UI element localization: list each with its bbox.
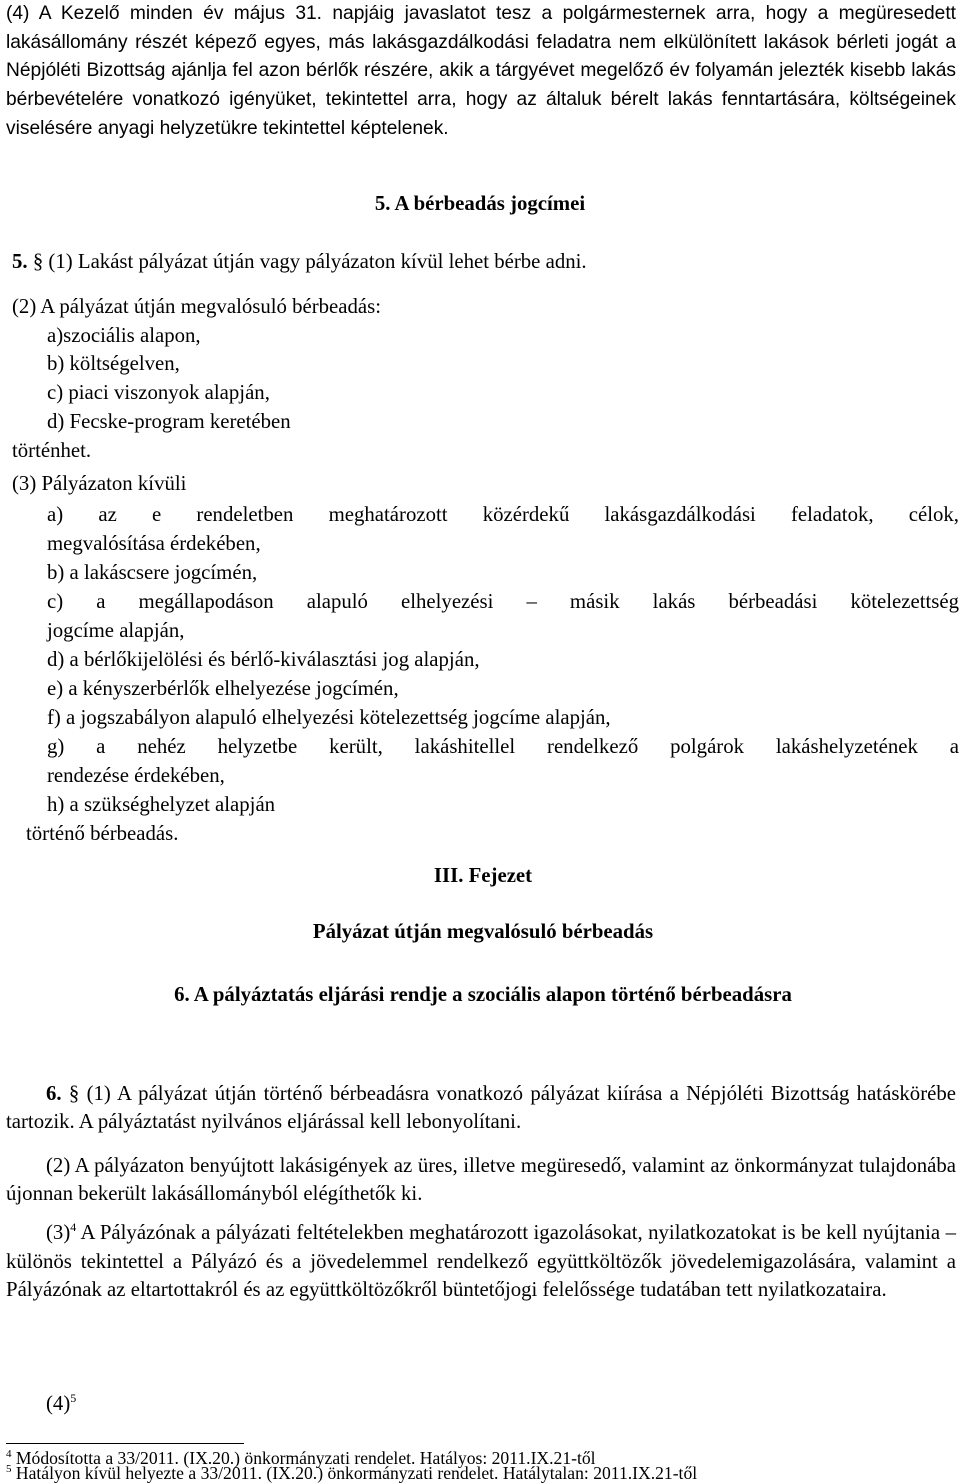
section-5-paragraph-1: [12, 250, 587, 274]
list-item: d) a bérlőkijelölési és bérlő-kiválasztási jog alapján,: [47, 648, 480, 671]
list-item: c) piaci viszonyok alapján,: [47, 381, 270, 404]
list-item: a) az e rendeletben meghatározott közérdekű lakásgazdálkodási feladatok, célok,: [47, 503, 959, 526]
list-item: h) a szükséghelyzet alapján: [47, 793, 276, 816]
section-sign: §: [32, 250, 44, 273]
section-number: 5.: [12, 250, 28, 273]
section-6-paragraph-1: [6, 1080, 956, 1136]
section-sign: §: [68, 1082, 80, 1105]
chapter-number: III. Fejezet: [433, 864, 533, 887]
footnote-text: Hatályon kívül helyezte a 33/2011. (IX.20.) önkormányzati rendelet. Hatálytalan: 2011.IX.21-től: [11, 1463, 698, 1483]
list-item: e) a kényszerbérlők elhelyezése jogcímén,: [47, 677, 399, 700]
section-5-paragraph-3-end: történő bérbeadás.: [26, 822, 179, 845]
paragraph-text: A Pályázónak a pályázati feltételekben meghatározott igazolásokat, nyilatkozatokat is be kell nyújtania – különös tekintettel a Pályázó és a jövedelemmel rendelkező együttköltözők jövedelemigazolására, valamint a Pályázónak az eltartottakról és az együttköltözőkről büntetőjogi felelőssége tudatában tett nyilatkozataira.: [6, 1221, 956, 1301]
list-item: b) költségelven,: [47, 352, 180, 375]
section-number: 6.: [46, 1082, 62, 1105]
footnote-ref[interactable]: 5: [70, 1391, 77, 1406]
list-item-continuation: jogcíme alapján,: [47, 619, 185, 642]
section-5-heading: 5. A bérbeadás jogcímei: [374, 192, 586, 215]
paragraph-4-kezelo: [6, 0, 956, 144]
footnote-5: [6, 1463, 697, 1484]
footnote-ref[interactable]: 4: [70, 1220, 77, 1235]
footnote-number: 5: [6, 1463, 12, 1476]
paragraph-text: (1) A pályázat útján történő bérbeadásra vonatkozó pályázat kiírása a Népjóléti Bizottság hatáskörébe tartozik. A pályáztatást nyilvános eljárással kell lebonyolítani.: [6, 1082, 956, 1133]
footnote-number: 4: [6, 1448, 12, 1461]
list-item: f) a jogszabályon alapuló elhelyezési kötelezettség jogcíme alapján,: [47, 706, 611, 729]
list-item-continuation: rendezése érdekében,: [47, 764, 225, 787]
section-6-paragraph-2: [6, 1152, 956, 1208]
list-item: d) Fecske-program keretében: [47, 410, 291, 433]
footnote-separator: [6, 1443, 244, 1444]
paragraph-number: (3): [46, 1221, 71, 1244]
list-item: b) a lakáscsere jogcímén,: [47, 561, 258, 584]
section-5-paragraph-3-intro: (3) Pályázaton kívüli: [12, 472, 187, 495]
section-6-paragraph-4: [46, 1392, 76, 1416]
section-6-heading: 6. A pályáztatás eljárási rendje a szociális alapon történő bérbeadásra: [174, 983, 792, 1006]
chapter-title: Pályázat útján megvalósuló bérbeadás: [312, 920, 654, 943]
paragraph-text: (2) A pályázaton benyújtott lakásigények az üres, illetve megüresedő, valamint az önkormányzat tulajdonába újonnan bekerült lakásállományból elégíthetők ki.: [6, 1154, 956, 1205]
list-item: g) a nehéz helyzetbe került, lakáshitellel rendelkező polgárok lakáshelyzetének a: [47, 735, 959, 758]
list-item: a)szociális alapon,: [47, 324, 201, 347]
paragraph-text: (1) Lakást pályázat útján vagy pályázaton kívül lehet bérbe adni.: [48, 250, 587, 273]
paragraph-text: (4) A Kezelő minden év május 31. napjáig javaslatot tesz a polgármesternek arra, hogy a megüresedett lakásállomány részét képező egyes, más lakásgazdálkodási feladatra nem elkülönített lakások bérleti jogát a Népjóléti Bizottság ajánlja fel azon bérlők részére, akik a tárgyévet megelőző év folyamán jelezték kisebb lakás bérbevételére vonatkozó igényüket, tekintettel arra, hogy az általuk bérelt lakás fenntartására, költségeinek viselésére anyagi helyzetükre tekintettel képtelenek.: [6, 3, 956, 139]
section-5-paragraph-2-end: történhet.: [12, 439, 92, 462]
footnote-text: Módosította a 33/2011. (IX.20.) önkormányzati rendelet. Hatályos: 2011.IX.21-től: [11, 1448, 596, 1468]
list-item: c) a megállapodáson alapuló elhelyezési – másik lakás bérbeadási kötelezettség: [47, 590, 959, 613]
list-item-continuation: megvalósítása érdekében,: [47, 532, 261, 555]
paragraph-number: (4): [46, 1392, 71, 1415]
section-6-paragraph-3: [6, 1219, 956, 1305]
section-5-paragraph-2-intro: (2) A pályázat útján megvalósuló bérbeadás:: [12, 295, 382, 318]
